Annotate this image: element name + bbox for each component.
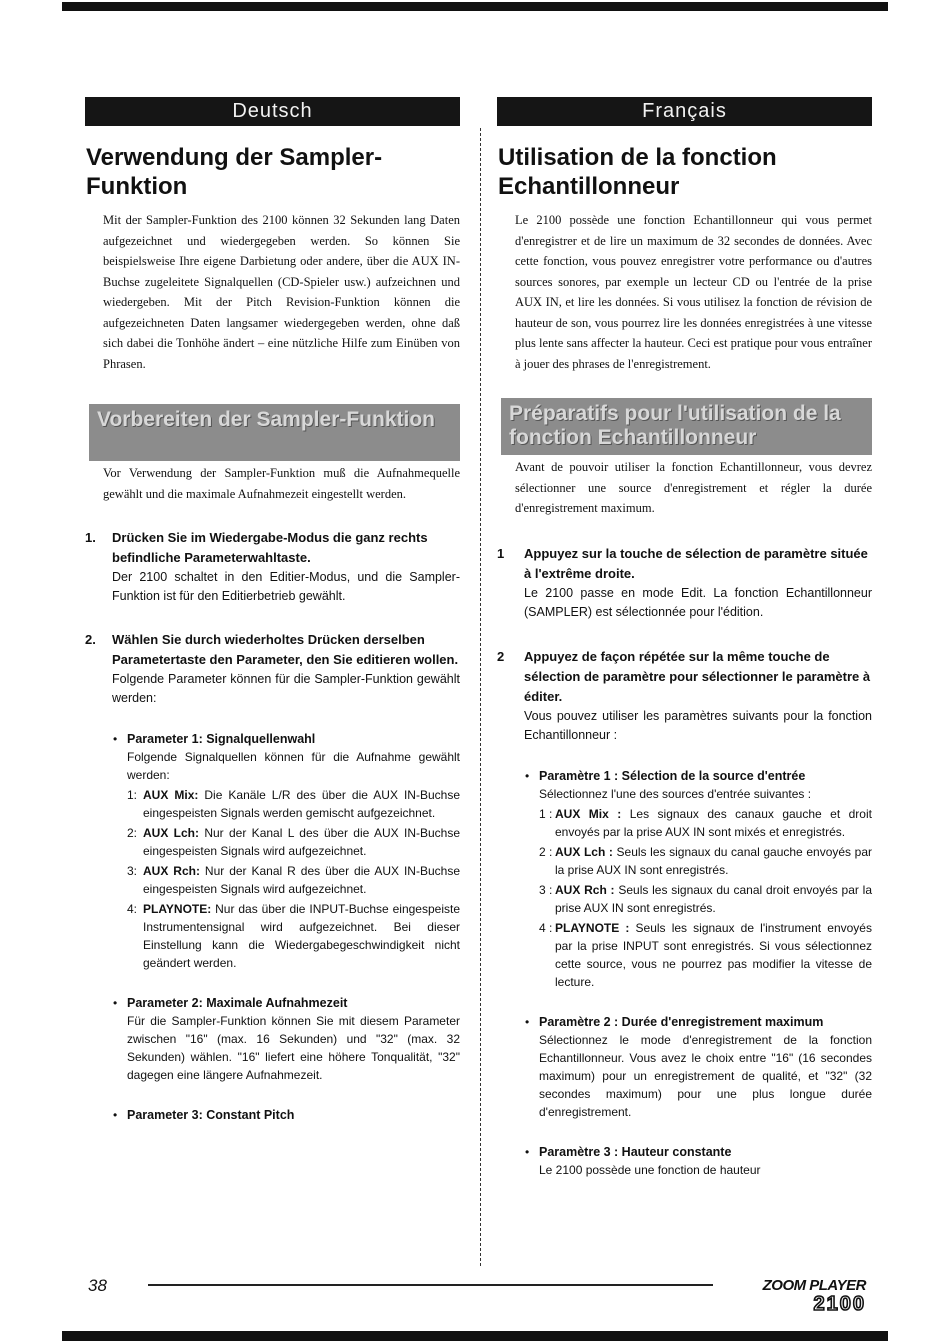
parameter-heading: Paramètre 2 : Durée d'enregistrement maximum xyxy=(539,1014,824,1029)
option-label: AUX Rch: xyxy=(143,864,200,878)
language-header-fr: Français xyxy=(497,97,872,126)
option-item xyxy=(539,805,872,841)
column-divider xyxy=(480,128,481,1266)
french-column xyxy=(497,97,872,1179)
step-number: 1. xyxy=(85,530,96,545)
subsection-heading-de: Vorbereiten der Sampler-Funktion xyxy=(89,404,460,461)
bullet-icon: • xyxy=(113,996,118,1010)
option-number: 1 : xyxy=(539,806,553,821)
option-text: Die Kanäle L/R des über die AUX IN-Buchse eingespeisten Signals werden gemischt aufgezeichnet. xyxy=(143,788,460,820)
option-label: AUX Mix : xyxy=(555,806,622,821)
parameter-heading: Parameter 1: Signalquellenwahl xyxy=(127,732,316,746)
parameter-text: Folgende Signalquellen können für die Aufnahme gewählt werden: xyxy=(127,750,460,782)
parameter-heading: Paramètre 1 : Sélection de la source d'entrée xyxy=(539,768,806,783)
step-2-fr xyxy=(497,647,872,745)
parameter-text: Le 2100 possède une fonction de hauteur xyxy=(539,1162,761,1177)
subsection-text-fr: Avant de pouvoir utiliser la fonction Echantillonneur, vous devrez sélectionner une source d'enregistrement et régler la durée d'enregistrement maximum. xyxy=(515,460,872,515)
step-number: 2 xyxy=(497,648,505,664)
footer-rule xyxy=(148,1284,713,1286)
step-heading: Appuyez de façon répétée sur la même touche de sélection de paramètre pour sélectionner le paramètre à éditer. xyxy=(524,648,871,704)
option-text: Seuls les signaux du canal droit envoyés par la prise AUX IN sont enregistrés. xyxy=(555,882,873,915)
option-item xyxy=(127,862,460,898)
parameter-1-de xyxy=(113,730,460,972)
option-label: PLAYNOTE : xyxy=(555,920,630,935)
step-number: 1 xyxy=(497,545,505,561)
brand-logo xyxy=(732,1278,866,1314)
option-number: 3: xyxy=(127,864,138,878)
option-label: AUX Lch: xyxy=(143,826,199,840)
step-text: Der 2100 schaltet in den Editier-Modus, und die Sampler-Funktion ist für den Editierbetrieb gewählt. xyxy=(112,570,460,603)
option-label: AUX Rch : xyxy=(555,882,615,897)
bullet-icon: • xyxy=(113,732,118,746)
bottom-rule xyxy=(62,1331,888,1341)
section-title-de: Verwendung der Sampler-Funktion xyxy=(86,144,383,200)
option-text: Nur der Kanal R des über die AUX IN-Buchse eingespeisten Signals wird aufgezeichnet. xyxy=(143,864,460,896)
parameter-heading: Paramètre 3 : Hauteur constante xyxy=(539,1144,732,1159)
option-item xyxy=(127,900,460,972)
page-number: 38 xyxy=(88,1276,107,1295)
option-number: 4 : xyxy=(539,920,553,935)
step-text: Vous pouvez utiliser les paramètres suivants pour la fonction Echantillonneur : xyxy=(524,708,872,742)
bullet-icon: • xyxy=(113,1108,118,1122)
parameter-2-fr xyxy=(525,1013,872,1121)
parameter-text: Für die Sampler-Funktion können Sie mit diesem Parameter zwischen "16" (max. 16 Sekunden) und "32" (max. 32 Sekunden) wählen. "16" liefert eine höhere Tonqualität, "32" dagegen eine längere Aufnahmezeit. xyxy=(127,1014,460,1082)
german-column xyxy=(85,97,460,1124)
intro-paragraph-fr: Le 2100 possède une fonction Echantillonneur qui vous permet d'enregistrer et de lire un maximum de 32 secondes de données. Avec cette fonction, vous pouvez enregistrer votre performance ou d'autres sources sonores, par exemple un lecteur CD ou l'entrée de la prise AUX IN, et lire les données. Si vous utilisez la fonction de révision de hauteur de son, vous pourrez lire les données enregistrées à une vitesse plus lente sans affecter la hauteur. Ceci est pratique pour vous entraîner à jouer des phrases de l'enregistrement. xyxy=(515,213,872,371)
step-text: Folgende Parameter können für die Sampler-Funktion gewählt werden: xyxy=(112,672,460,705)
option-text: Seuls les signaux de l'instrument envoyés par la prise INPUT sont enregistrés. Si vous sélectionnez cette source, vous ne pourrez pas modifier la vitesse de lecture. xyxy=(555,920,872,989)
subsection-heading-fr: Préparatifs pour l'utilisation de la fonction Echantillonneur xyxy=(501,398,872,455)
logo-text-bottom: 2100 xyxy=(813,1293,866,1315)
parameter-text: Sélectionnez l'une des sources d'entrée suivantes : xyxy=(539,786,812,801)
step-1-de xyxy=(85,528,460,606)
top-rule xyxy=(62,2,888,11)
parameter-heading: Parameter 2: Maximale Aufnahmezeit xyxy=(127,996,348,1010)
option-label: AUX Lch : xyxy=(555,844,613,859)
step-heading: Wählen Sie durch wiederholtes Drücken derselben Parametertaste den Parameter, den Sie editieren wollen. xyxy=(112,632,459,667)
logo-text-top: ZOOM PLAYER xyxy=(762,1277,866,1294)
option-text: Les signaux des canaux gauche et droit envoyés par la prise AUX IN sont mixés et enregistrés. xyxy=(555,806,872,839)
parameter-2-de xyxy=(113,994,460,1084)
option-item xyxy=(539,881,872,917)
option-text: Nur das über die INPUT-Buchse eingespeiste Instrumentensignal wird aufgezeichnet. Bei dieser Einstellung kann die Wiedergabegeschwindigkeit nicht geändert werden. xyxy=(143,902,460,970)
option-text: Seuls les signaux du canal gauche envoyés par la prise AUX IN sont enregistrés. xyxy=(555,844,872,877)
parameter-1-fr xyxy=(525,767,872,991)
bullet-icon: • xyxy=(525,768,530,783)
step-heading: Appuyez sur la touche de sélection de paramètre située à l'extrême droite. xyxy=(524,545,868,581)
step-text: Le 2100 passe en mode Edit. La fonction Echantillonneur (SAMPLER) est sélectionnée pour l'édition. xyxy=(524,585,872,619)
option-label: PLAYNOTE: xyxy=(143,902,212,916)
step-number: 2. xyxy=(85,632,96,647)
option-number: 2: xyxy=(127,826,138,840)
bullet-icon: • xyxy=(525,1014,530,1029)
option-text: Nur der Kanal L des über die AUX IN-Buchse eingespeisten Signals wird aufgezeichnet. xyxy=(143,826,461,858)
parameter-3-de xyxy=(113,1106,460,1124)
language-header-de: Deutsch xyxy=(85,97,460,126)
option-label: AUX Mix: xyxy=(143,788,199,802)
section-title-fr: Utilisation de la fonction Echantillonneur xyxy=(498,144,777,200)
option-number: 1: xyxy=(127,788,138,802)
option-item xyxy=(539,919,872,991)
option-number: 3 : xyxy=(539,882,553,897)
step-2-de xyxy=(85,630,460,708)
parameter-heading: Parameter 3: Constant Pitch xyxy=(127,1108,295,1122)
option-item xyxy=(539,843,872,879)
step-1-fr xyxy=(497,544,872,622)
step-heading: Drücken Sie im Wiedergabe-Modus die ganz rechts befindliche Parameterwahltaste. xyxy=(112,530,428,565)
subsection-text-de: Vor Verwendung der Sampler-Funktion muß die Aufnahmequelle gewählt und die maximale Aufnahmezeit eingestellt werden. xyxy=(103,466,460,501)
option-item xyxy=(127,824,460,860)
option-number: 2 : xyxy=(539,844,553,859)
bullet-icon: • xyxy=(525,1144,530,1159)
parameter-3-fr xyxy=(525,1143,872,1179)
option-number: 4: xyxy=(127,902,138,916)
intro-paragraph-de: Mit der Sampler-Funktion des 2100 können 32 Sekunden lang Daten aufgezeichnet und wiedergegeben werden. So können Sie beispielsweise Ihre eigene Darbietung oder andere, über die AUX IN-Buchse zugeleitete Signalquellen (CD-Spieler usw.) aufzeichnen und wiedergeben. Mit der Pitch Revision-Funktion können die aufgezeichneten Daten langsamer wiedergegeben werden, ohne daß sich dabei die Tonhöhe ändert – eine nützliche Hilfe zum Einüben von Phrasen. xyxy=(103,213,460,371)
parameter-text: Sélectionnez le mode d'enregistrement de la fonction Echantillonneur. Vous avez le choix entre "16" (16 secondes maximum) pour un enregistrement de qualité, et "32" (32 secondes maximum) pour une plus longue durée d'enregistrement. xyxy=(539,1032,872,1119)
option-item xyxy=(127,786,460,822)
